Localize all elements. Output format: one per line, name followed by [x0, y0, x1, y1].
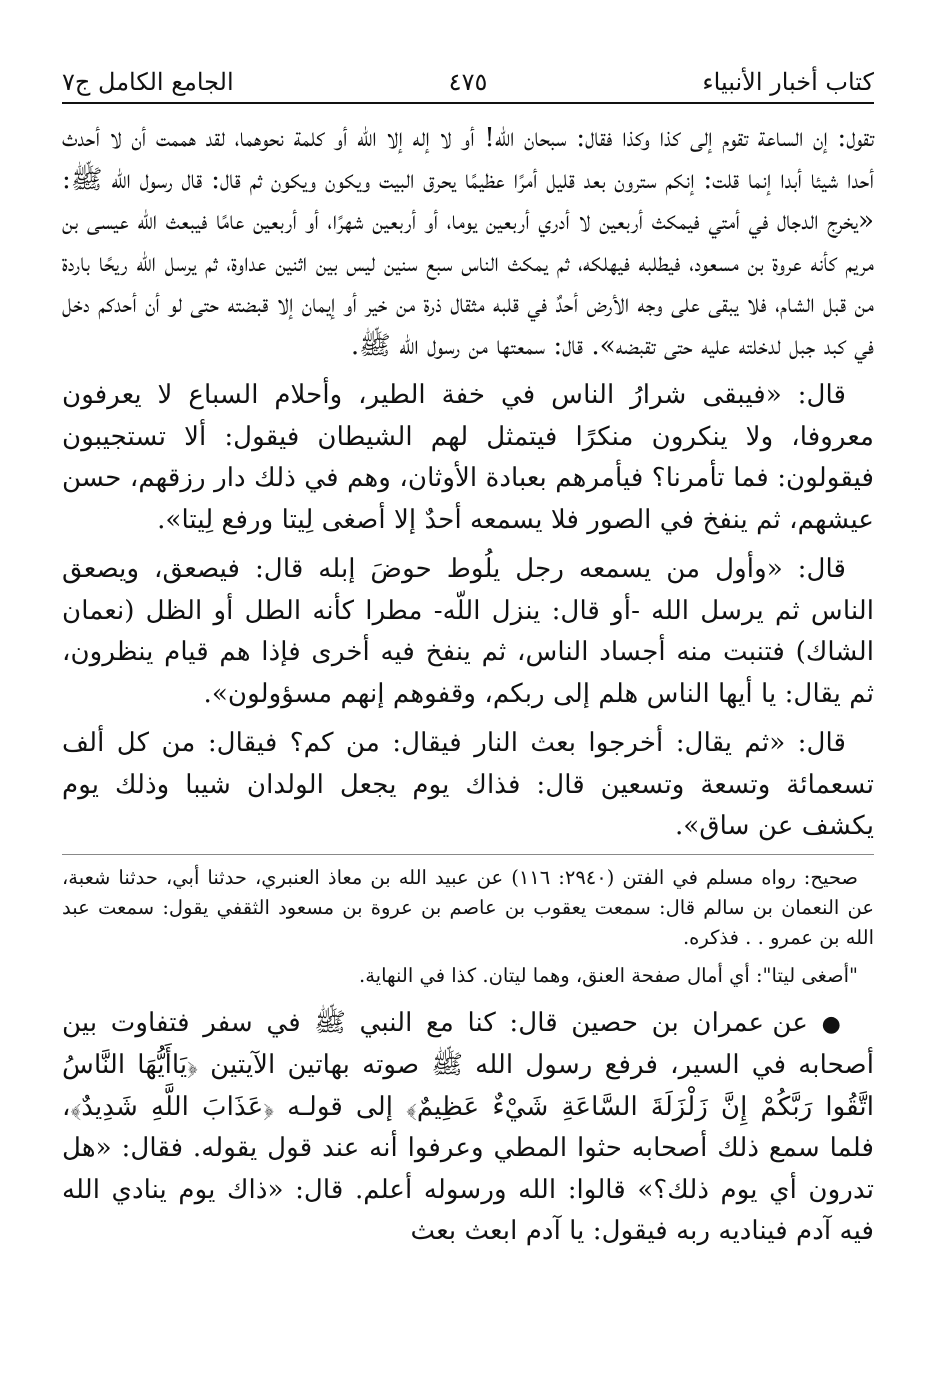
volume-title: الجامع الكامل ج٧ [62, 68, 234, 96]
book-title: كتاب أخبار الأنبياء [702, 68, 874, 96]
paragraph-5 [62, 1003, 874, 1253]
paragraph-3: قال: «وأول من يسمعه رجل يلُوط حوضَ إبله قال: فيصعق، ويصعق الناس ثم يرسل الله -أو قال: ينزل اللّه- مطرا كأنه الطل أو الظل (نعمان الشاك) فتنبت منه أجساد الناس، ثم ينفخ فيه أخرى فإذا هم قيام ينظرون، ثم يقال: يا أيها الناس هلم إلى ربكم، وقفوهم إنهم مسؤولون». [62, 554, 874, 709]
vocabulary-note: "أصغى ليتا": أي أمال صفحة العنق، وهما ليتان. كذا في النهاية. [359, 963, 858, 987]
hadith-grading-note: صحيح: رواه مسلم في الفتن (٢٩٤٠: ١١٦) عن عبيد الله بن معاذ العنبري، حدثنا أبي، حدثنا شعبة، عن النعمان بن سالم قال: سمعت يعقوب بن عاصم بن عروة بن مسعود الثقفي يقول: سمعت عبد الله بن عمرو . . فذكره. [62, 865, 874, 949]
page-body [62, 118, 874, 1253]
paragraph-4: قال: «ثم يقال: أخرجوا بعث النار فيقال: من كم؟ فيقال: من كل ألف تسعمائة وتسعة وتسعين قال: فذاك يوم يجعل الولدان شيبا وذلك يوم يكشف عن ساق». [62, 728, 874, 841]
bullet-icon: ● [821, 1011, 846, 1037]
page-header [62, 58, 874, 104]
paragraph-2: قال: «فيبقى شرارُ الناس في خفة الطير، وأحلام السباع لا يعرفون معروفا، ولا ينكرون منكرًا فيتمثل لهم الشيطان فيقول: ألا تستجيبون فيقولون: فما تأمرنا؟ فيأمرهم بعبادة الأوثان، وهم في ذلك دار رزقهم، حسن عيشهم، ثم ينفخ في الصور فلا يسمعه أحدٌ إلا أصغى لِيتا ورفع لِيتا». [62, 380, 874, 535]
paragraph-1: تقول: إن الساعة تقوم إلى كذا وكذا فقال: سبحان الله! أو لا إله إلا الله أو كلمة نحوهما، لقد هممت أن لا أحدث أحدا شيئا أبدا إنما قلت: إنكم سترون بعد قليل أمرًا عظيمًا يحرق البيت ويكون ويكون ثم قال: قال رسول الله ﷺ: «يخرج الدجال في أمتي فيمكث أربعين لا أدري أربعين يوما، أو أربعين شهرًا، أو أربعين عامًا فيبعث الله عيسى بن مريم كأنه عروة بن مسعود، فيطلبه فيهلكه، ثم يمكث الناس سبع سنين ليس بين اثنين عداوة، ثم يرسل الله ريحًا باردة من قبل الشام، فلا يبقى على وجه الأرض أحدٌ في قلبه مثقال ذرة من خير أو إيمان إلا قبضته حتى لو أن أحدكم دخل في كبد جبل لدخلته عليه حتى تقبضه». قال: سمعتها من رسول الله ﷺ. [62, 123, 874, 361]
page-number: ٤٧٥ [448, 68, 488, 96]
notes-divider [62, 854, 874, 855]
paragraph-5-text: عن عمران بن حصين قال: كنا مع النبي ﷺ في سفر فتفاوت بين أصحابه في السير، فرفع رسول الله ﷺ صوته بهاتين الآيتين ﴿يَاأَيُّهَا النَّاسُ اتَّقُوا رَبَّكُمْ إِنَّ زَلْزَلَةَ السَّاعَةِ شَيْءٌ عَظِيمٌ﴾ إلى قولـه ﴿عَذَابَ اللَّهِ شَدِيدٌ﴾، فلما سمع ذلك أصحابه حثوا المطي وعرفوا أنه عند قول يقوله. فقال: «هل تدرون أي يوم ذلك؟» قالوا: الله ورسوله أعلم. قال: «ذاك يوم ينادي الله فيه آدم فيناديه ربه فيقول: يا آدم ابعث بعث [62, 1007, 874, 1246]
